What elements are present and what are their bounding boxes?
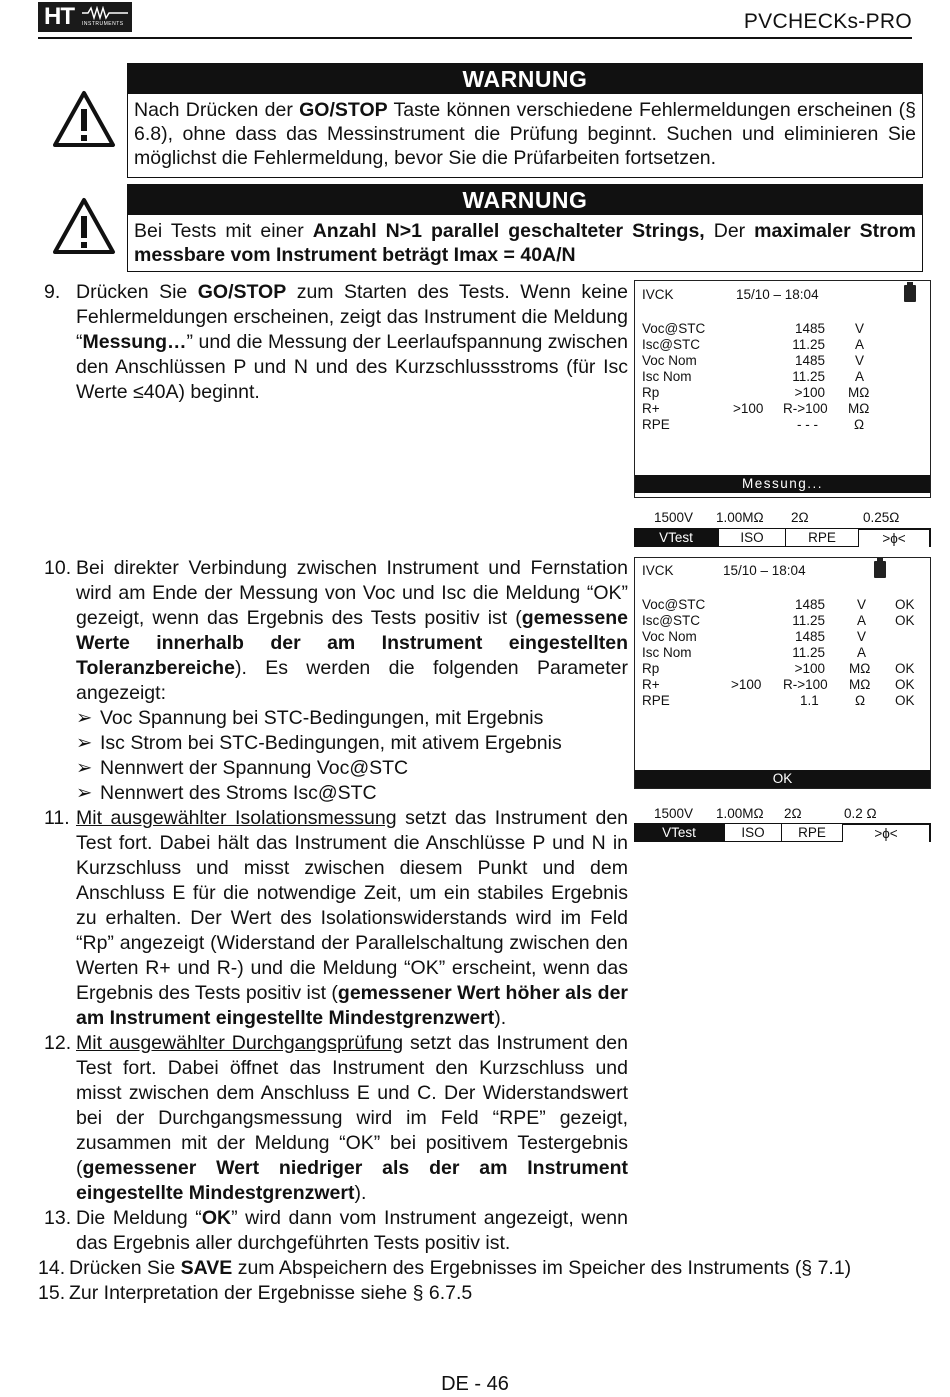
warning-triangle-icon bbox=[52, 90, 116, 148]
row-unit: A bbox=[857, 613, 867, 628]
step-number: 11. bbox=[44, 807, 70, 829]
step-15-text: Zur Interpretation der Ergebnisse siehe § 6.7.5 bbox=[69, 1282, 473, 1304]
step-number: 15. bbox=[38, 1282, 66, 1304]
row-label: R+ bbox=[642, 401, 660, 416]
instrument-softkeys bbox=[634, 805, 931, 845]
row-value: 11.25 bbox=[792, 369, 825, 384]
tab-iso[interactable]: ISO bbox=[719, 529, 785, 546]
row-unit: V bbox=[855, 321, 865, 336]
step-11-text: Mit ausgewählter Isolationsmessung setzt das Instrument den Test fort. Dabei hält das Instrument die Anschlüsse P und N in Kurzschluss und misst zwischen diesem Punkt und dem Anschluss E für die notwendige Zeit, um ein stabiles Ergebnis zu erhalten. Der Wert des Isolationswiderstands wird im Feld “Rp” angezeigt (Widerstand der Parallelschaltung zwischen den Werten R+ und R-) und die Meldung “OK” erscheint, wenn das Ergebnis des Tests positiv ist (gemessener Wert höher als der am Instrument eingestellte Mindestgrenzwert). bbox=[76, 807, 629, 1029]
row-unit: A bbox=[855, 369, 865, 384]
warning-box-1 bbox=[127, 63, 923, 178]
warning-text: Nach Drücken der GO/STOP Taste können verschiedene Fehlermeldungen erscheinen (§ 6.8), ohne dass das Messinstrument die Prüfung beginnt. Suchen und eliminieren Sie möglichst die Fehlermeldung, bevor Sie die Prüfarbeiten fortsetzen. bbox=[134, 99, 916, 169]
row-label: RPE bbox=[642, 693, 670, 708]
row-value: >100 bbox=[794, 661, 825, 676]
row-unit: V bbox=[857, 629, 867, 644]
param-iso: 1.00MΩ bbox=[716, 510, 764, 525]
row-value: 11.25 bbox=[792, 613, 825, 628]
step-number: 14. bbox=[38, 1257, 66, 1279]
row-label: Isc@STC bbox=[642, 613, 700, 628]
row-label: Voc Nom bbox=[642, 353, 697, 368]
row-unit: MΩ bbox=[848, 401, 870, 416]
step-9-text: Drücken Sie GO/STOP zum Starten des Tests. Wenn keine Fehlermeldungen erscheinen, zeigt das Instrument die Meldung “Messung…” und die Messung der Leerlaufspannung zwischen den Anschlüssen P und N und des Kurzschlussstroms (für Isc Werte ≤40A) beginnt. bbox=[76, 281, 628, 403]
row-value: 1485 bbox=[794, 629, 825, 644]
row-value: >100 bbox=[794, 385, 825, 400]
row-label: Isc Nom bbox=[642, 645, 692, 660]
row-value: 1485 bbox=[794, 597, 825, 612]
row-label: Rp bbox=[642, 661, 660, 676]
row-unit: V bbox=[855, 353, 865, 368]
row-value: R->100 bbox=[783, 401, 828, 416]
logo-subtext: INSTRUMENTS bbox=[82, 21, 124, 27]
warning-title: WARNUNG bbox=[128, 185, 922, 215]
warning-text: Bei Tests mit einer Anzahl N>1 parallel geschalteter Strings, Der maximaler Strom messbare vom Instrument beträgt Imax = 40A/N bbox=[134, 220, 916, 266]
param-rpe: 2Ω bbox=[791, 510, 809, 525]
display-mode: IVCK bbox=[642, 563, 674, 578]
battery-icon bbox=[874, 561, 886, 578]
tab-rpe[interactable]: RPE bbox=[786, 529, 858, 546]
page-number: DE - 46 bbox=[441, 1373, 509, 1395]
battery-icon bbox=[904, 285, 916, 302]
row-value: - - - bbox=[797, 417, 818, 432]
display-mode: IVCK bbox=[642, 287, 674, 302]
step-number: 13. bbox=[44, 1207, 72, 1229]
row-unit: MΩ bbox=[848, 385, 870, 400]
param-voltage: 1500V bbox=[654, 510, 694, 525]
row-value: 1.1 bbox=[800, 693, 819, 708]
warning-title: WARNUNG bbox=[128, 64, 922, 94]
bullet-item: ➢ Voc Spannung bei STC-Bedingungen, mit Ergebnis bbox=[76, 707, 544, 729]
logo-text: HT bbox=[44, 3, 74, 30]
row-unit: Ω bbox=[855, 693, 866, 708]
row-label: Voc Nom bbox=[642, 629, 697, 644]
row-label: Isc Nom bbox=[642, 369, 692, 384]
param-rpe-limit: 0.2 Ω bbox=[844, 806, 877, 821]
param-voltage: 1500V bbox=[654, 806, 694, 821]
step-12-text: Mit ausgewählter Durchgangsprüfung setzt das Instrument den Test fort. Dabei öffnet das Instrument den Kurzschluss und misst zwischen dem Anschluss E und C. Der Widerstandswert bei der Durchgangsmessung wird im Feld “RPE” gezeigt, zusammen mit der Meldung “OK” bei positivem Testergebnis (gemessener Wert niedriger als der am Instrument eingestellte Mindestgrenzwert). bbox=[76, 1032, 628, 1204]
brand-logo bbox=[38, 2, 132, 32]
warning-triangle-icon bbox=[52, 197, 116, 255]
param-rpe-limit: 0.25Ω bbox=[863, 510, 900, 525]
tab-vtest[interactable]: VTest bbox=[659, 530, 693, 545]
row-label: Voc@STC bbox=[642, 321, 706, 336]
step-number: 12. bbox=[44, 1032, 72, 1054]
header-divider bbox=[38, 37, 912, 39]
row-unit: Ω bbox=[854, 417, 865, 432]
tab-phase[interactable]: >ϕ< bbox=[859, 530, 929, 547]
row-label: Rp bbox=[642, 385, 660, 400]
bullet-item: ➢ Nennwert der Spannung Voc@STC bbox=[76, 757, 409, 779]
bullet-item: ➢ Nennwert des Stroms Isc@STC bbox=[76, 782, 377, 804]
tab-iso[interactable]: ISO bbox=[725, 824, 781, 841]
row-result: OK bbox=[895, 693, 915, 708]
step-number: 9. bbox=[44, 281, 61, 303]
page-header-title: PVCHECKs-PRO bbox=[743, 10, 912, 33]
row-label: R+ bbox=[642, 677, 660, 692]
status-bar: Messung... bbox=[635, 475, 930, 493]
instrument-softkeys bbox=[634, 509, 931, 549]
row-result: OK bbox=[895, 597, 915, 612]
bullet-item: ➢ Isc Strom bei STC-Bedingungen, mit ativem Ergebnis bbox=[76, 732, 562, 754]
row-mid: >100 bbox=[731, 677, 762, 692]
step-13-text: Die Meldung “OK” wird dann vom Instrument angezeigt, wenn das Ergebnis aller durchgeführten Tests positiv ist. bbox=[76, 1207, 629, 1254]
waveform-icon bbox=[82, 6, 128, 20]
step-number: 10. bbox=[44, 557, 72, 579]
row-value: 11.25 bbox=[792, 645, 825, 660]
row-result: OK bbox=[895, 613, 915, 628]
row-mid: >100 bbox=[733, 401, 764, 416]
row-label: RPE bbox=[642, 417, 670, 432]
param-rpe: 2Ω bbox=[784, 806, 802, 821]
row-result: OK bbox=[895, 661, 915, 676]
status-bar: OK bbox=[635, 770, 930, 788]
row-unit: A bbox=[857, 645, 867, 660]
row-label: Isc@STC bbox=[642, 337, 700, 352]
row-value: R->100 bbox=[783, 677, 828, 692]
row-unit: MΩ bbox=[849, 677, 871, 692]
display-datetime: 15/10 – 18:04 bbox=[736, 287, 819, 302]
row-value: 1485 bbox=[794, 353, 825, 368]
row-value: 11.25 bbox=[792, 337, 825, 352]
display-datetime: 15/10 – 18:04 bbox=[723, 563, 806, 578]
tab-vtest[interactable]: VTest bbox=[662, 825, 696, 840]
step-14-text: Drücken Sie SAVE zum Abspeichern des Ergebnisses im Speicher des Instruments (§ 7.1) bbox=[69, 1257, 852, 1279]
row-value: 1485 bbox=[794, 321, 825, 336]
step-10-text: Bei direkter Verbindung zwischen Instrument und Fernstation wird am Ende der Messung von Voc und Isc die Meldung “OK” gezeigt, wenn das Ergebnis des Tests positiv ist (gemessene Werte innerhalb der am Instrument eingestellten Toleranzbereiche). Es werden die folgenden Parameter angezeigt: bbox=[76, 557, 628, 704]
instrument-display-result bbox=[634, 557, 931, 789]
row-result: OK bbox=[895, 677, 915, 692]
tab-rpe[interactable]: RPE bbox=[782, 824, 842, 841]
tab-phase[interactable]: >ϕ< bbox=[843, 825, 929, 842]
row-label: Voc@STC bbox=[642, 597, 706, 612]
instrument-display-measuring bbox=[634, 280, 931, 498]
param-iso: 1.00MΩ bbox=[716, 806, 764, 821]
row-unit: V bbox=[857, 597, 867, 612]
row-unit: MΩ bbox=[849, 661, 871, 676]
warning-box-2 bbox=[127, 184, 923, 272]
row-unit: A bbox=[855, 337, 865, 352]
